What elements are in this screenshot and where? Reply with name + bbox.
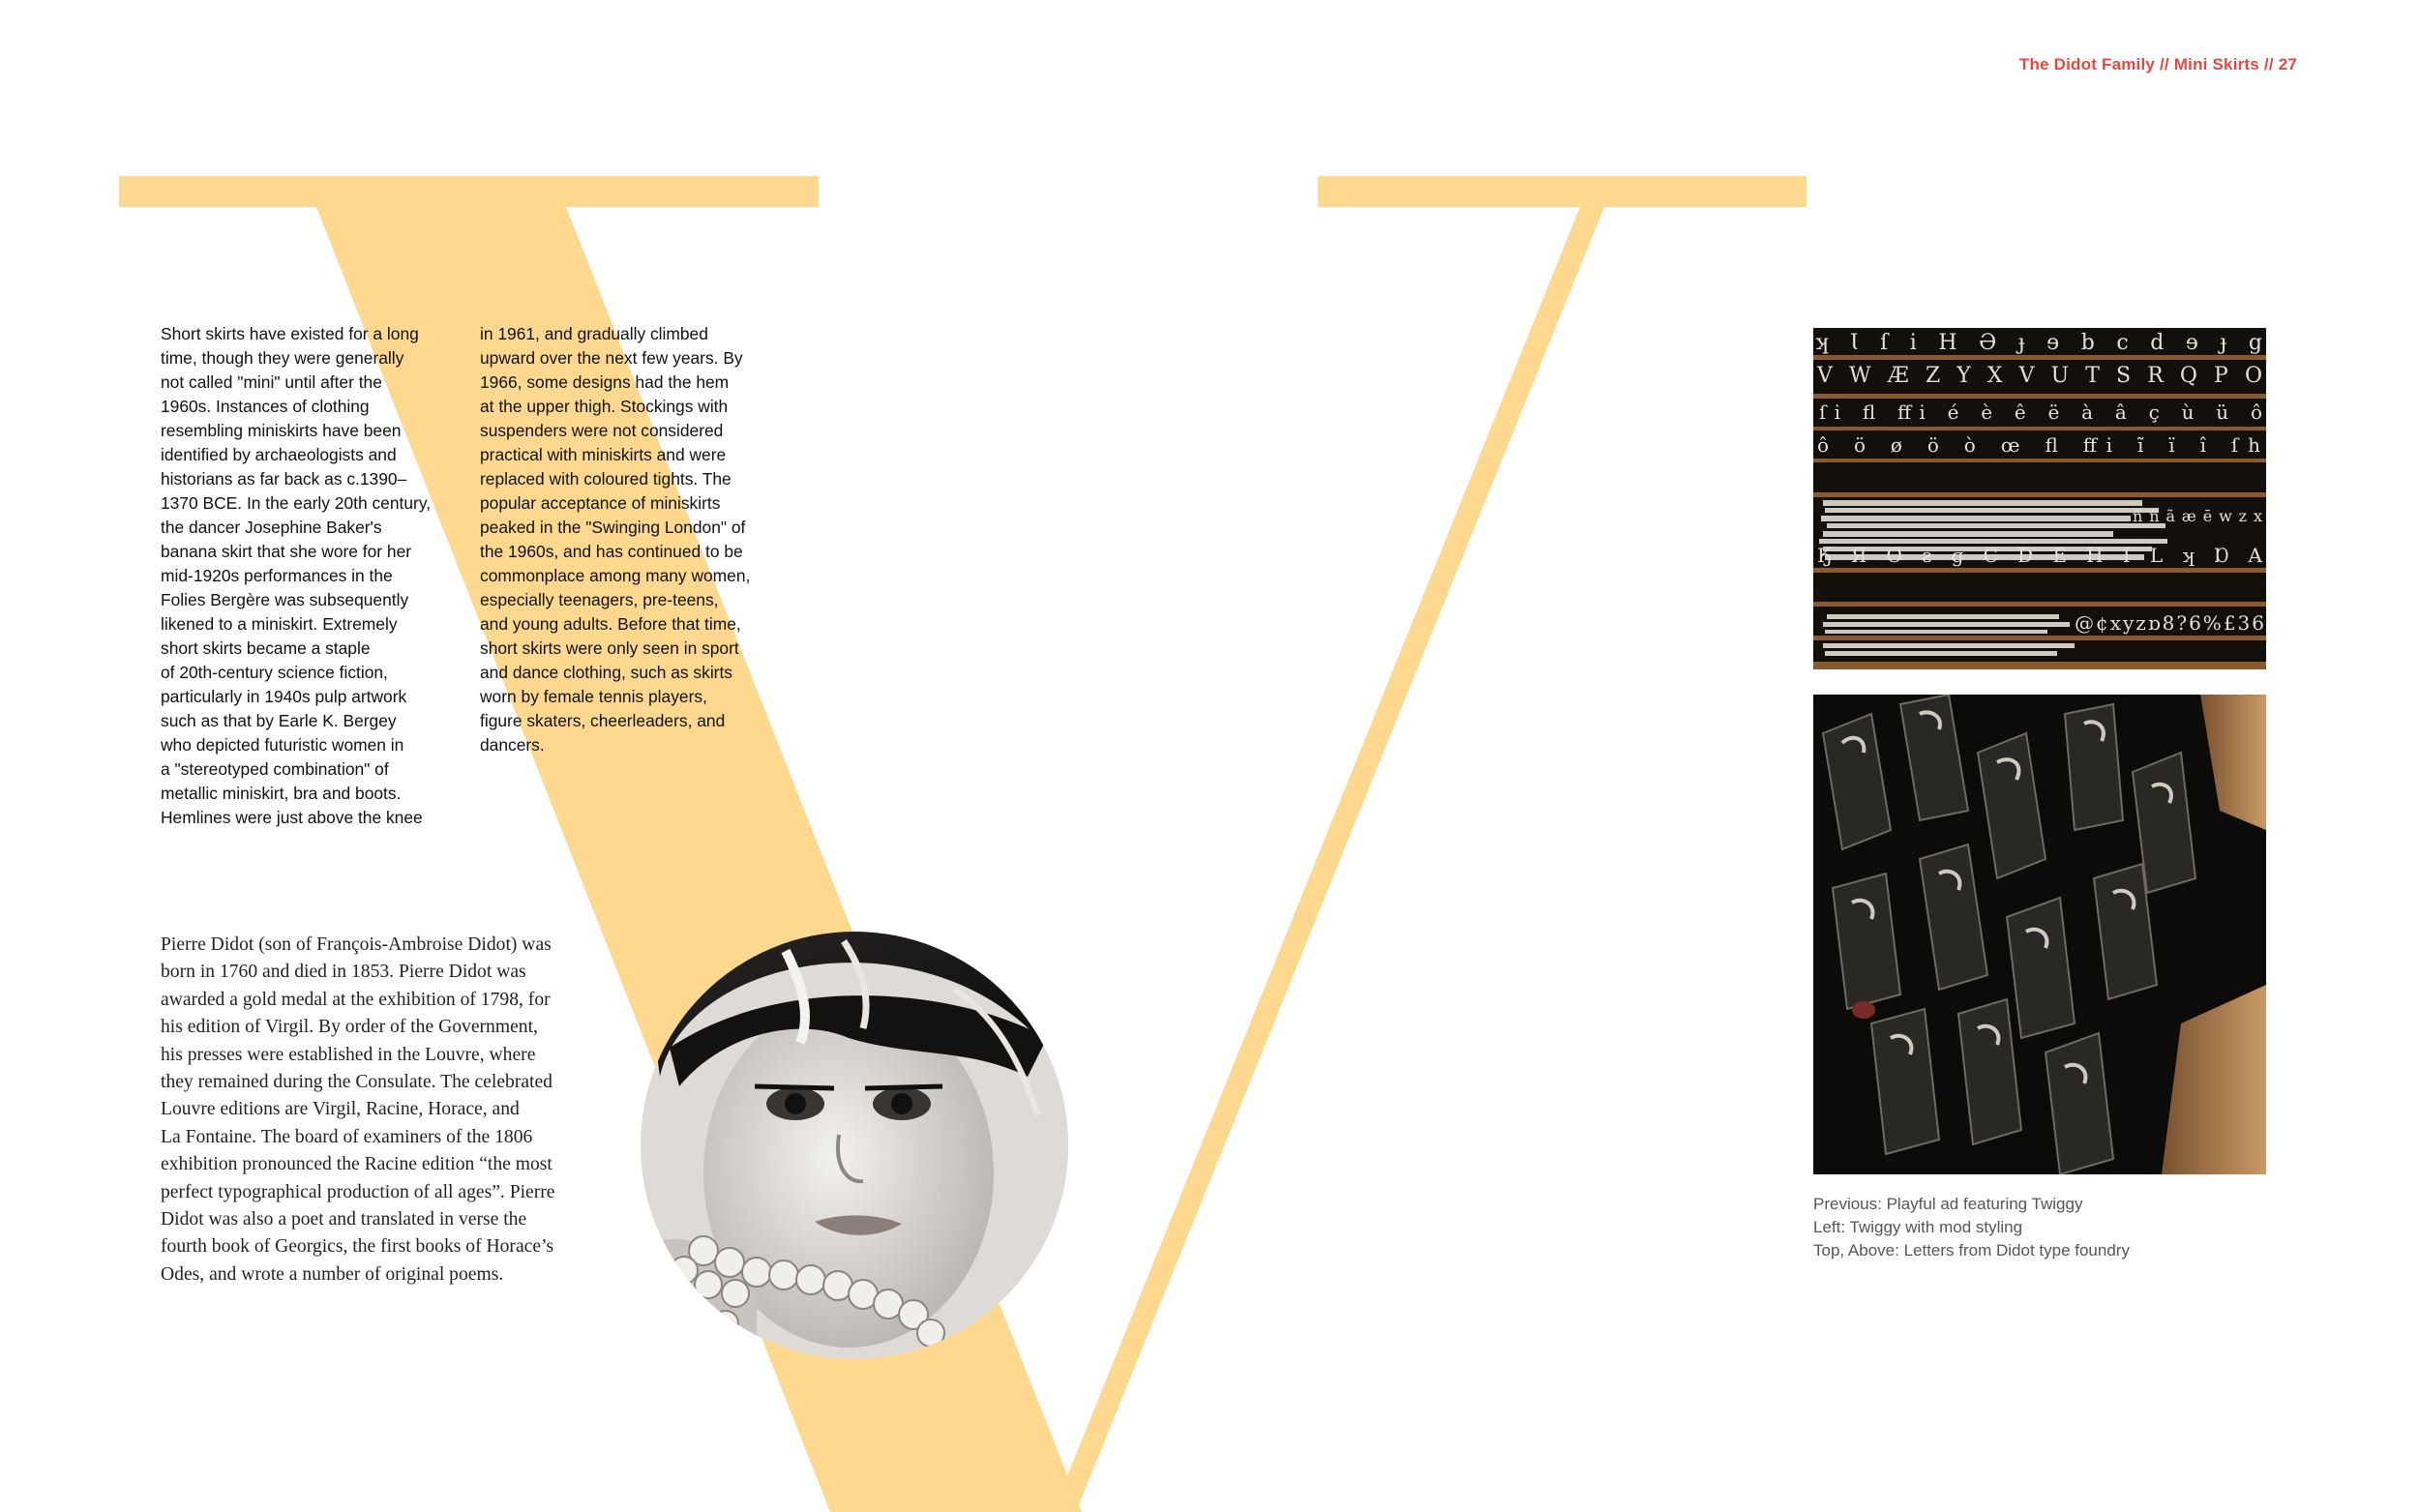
v-left-serif [119,176,819,207]
type-case-photo [1813,328,2266,669]
didot-bio-paragraph: Pierre Didot (son of François-Ambroise Didot) was born in 1760 and died in 1853. Pierre Didot was awarded a gold medal at the exhibition of 1798, for his edition of Virgil. By order of the Government, his presses were established in the Louvre, where they remained during the Consulate. The celebrated Louvre editions are Virgil, Racine, Horace, and La Fontaine. The board of examiners of the 1806 exhibition pronounced the Racine edition “the most perfect typographical production of all ages”. Pierre Didot was also a poet and translated in verse the fourth book of Georgics, the first books of Horace’s Odes, and wrote a number of original poems. [161,934,555,1285]
type-glyph-row-7: @ ¢ x y z ɒ 8 ? 6 % £ 3 6 [2075,611,2264,635]
running-head-separator-2: // [2263,55,2274,74]
article-column-1: Short skirts have existed for a long time, though they were generally not called "mini" until after the 1960s. Instances of clothing resembling miniskirts have been identified by archaeologists and historians as far back as c.1390– 1370 BCE. In the early 20th century, the dancer Josephine Baker's banana skirt that she wore for her mid-1920s performances in the Folies Bergère was subsequently likened to a miniskirt. Extremely short skirts became a staple of 20th-century science fiction, particularly in 1940s pulp artwork such as that by Earle K. Bergey who depicted futuristic women in a "stereotyped combination" of metallic miniskirt, bra and boots. Hemlines were just above the knee [161,324,432,827]
v-right-serif [1318,176,1807,207]
caption-top-above: Top, Above: Letters from Didot type foundry [1813,1241,2130,1260]
type-glyph-row-5: ñ ñ ã æ ē w z x [2133,507,2262,525]
type-glyph-row-3: ſi fl ffi é è ê ë à â ç ù ü ô [1819,400,2262,424]
photo-captions [1813,1193,2130,1262]
v-thin-stroke [1053,207,1604,1512]
running-head-separator: // [2159,55,2169,74]
article-column-2: in 1961, and gradually climbed upward over the next few years. By 1966, some designs had the hem at the upper thigh. Stockings with suspenders were not considered practical with miniskirts and were replaced with coloured tights. The popular acceptance of miniskirts peaked in the "Swinging London" of the 1960s, and has continued to be commonplace among many women, especially teenagers, pre-teens, and young adults. Before that time, short skirts were only seen in sport and dance clothing, such as skirts worn by female tennis players, figure skaters, cheerleaders, and dancers. [480,324,751,755]
running-head-topic: Mini Skirts [2173,55,2259,74]
caption-left: Left: Twiggy with mod styling [1813,1218,2023,1236]
type-glyph-row-1: ʞ Ɩ ſ i H Ə ɟ ɘ b c d ɘ ɟ g [1815,331,2262,355]
metal-type-sorts-photo [1813,695,2266,1174]
type-glyph-row-2: V W Æ Z Y X V U T S R Q P O [1817,364,2262,388]
type-glyph-row-4: ô ö ø ö ò œ fl ffi ĩ ï î ſh [1817,433,2260,457]
running-head-section: The Didot Family [2018,55,2156,74]
type-glyph-row-6: Ӄ Я О ƨ ɡ C D E H I L ʞ Ɒ A [1817,544,2262,567]
caption-previous: Previous: Playful ad featuring Twiggy [1813,1195,2083,1213]
twiggy-portrait-photo [641,932,1068,1359]
page-number: 27 [2278,55,2297,74]
running-head [2019,55,2297,74]
